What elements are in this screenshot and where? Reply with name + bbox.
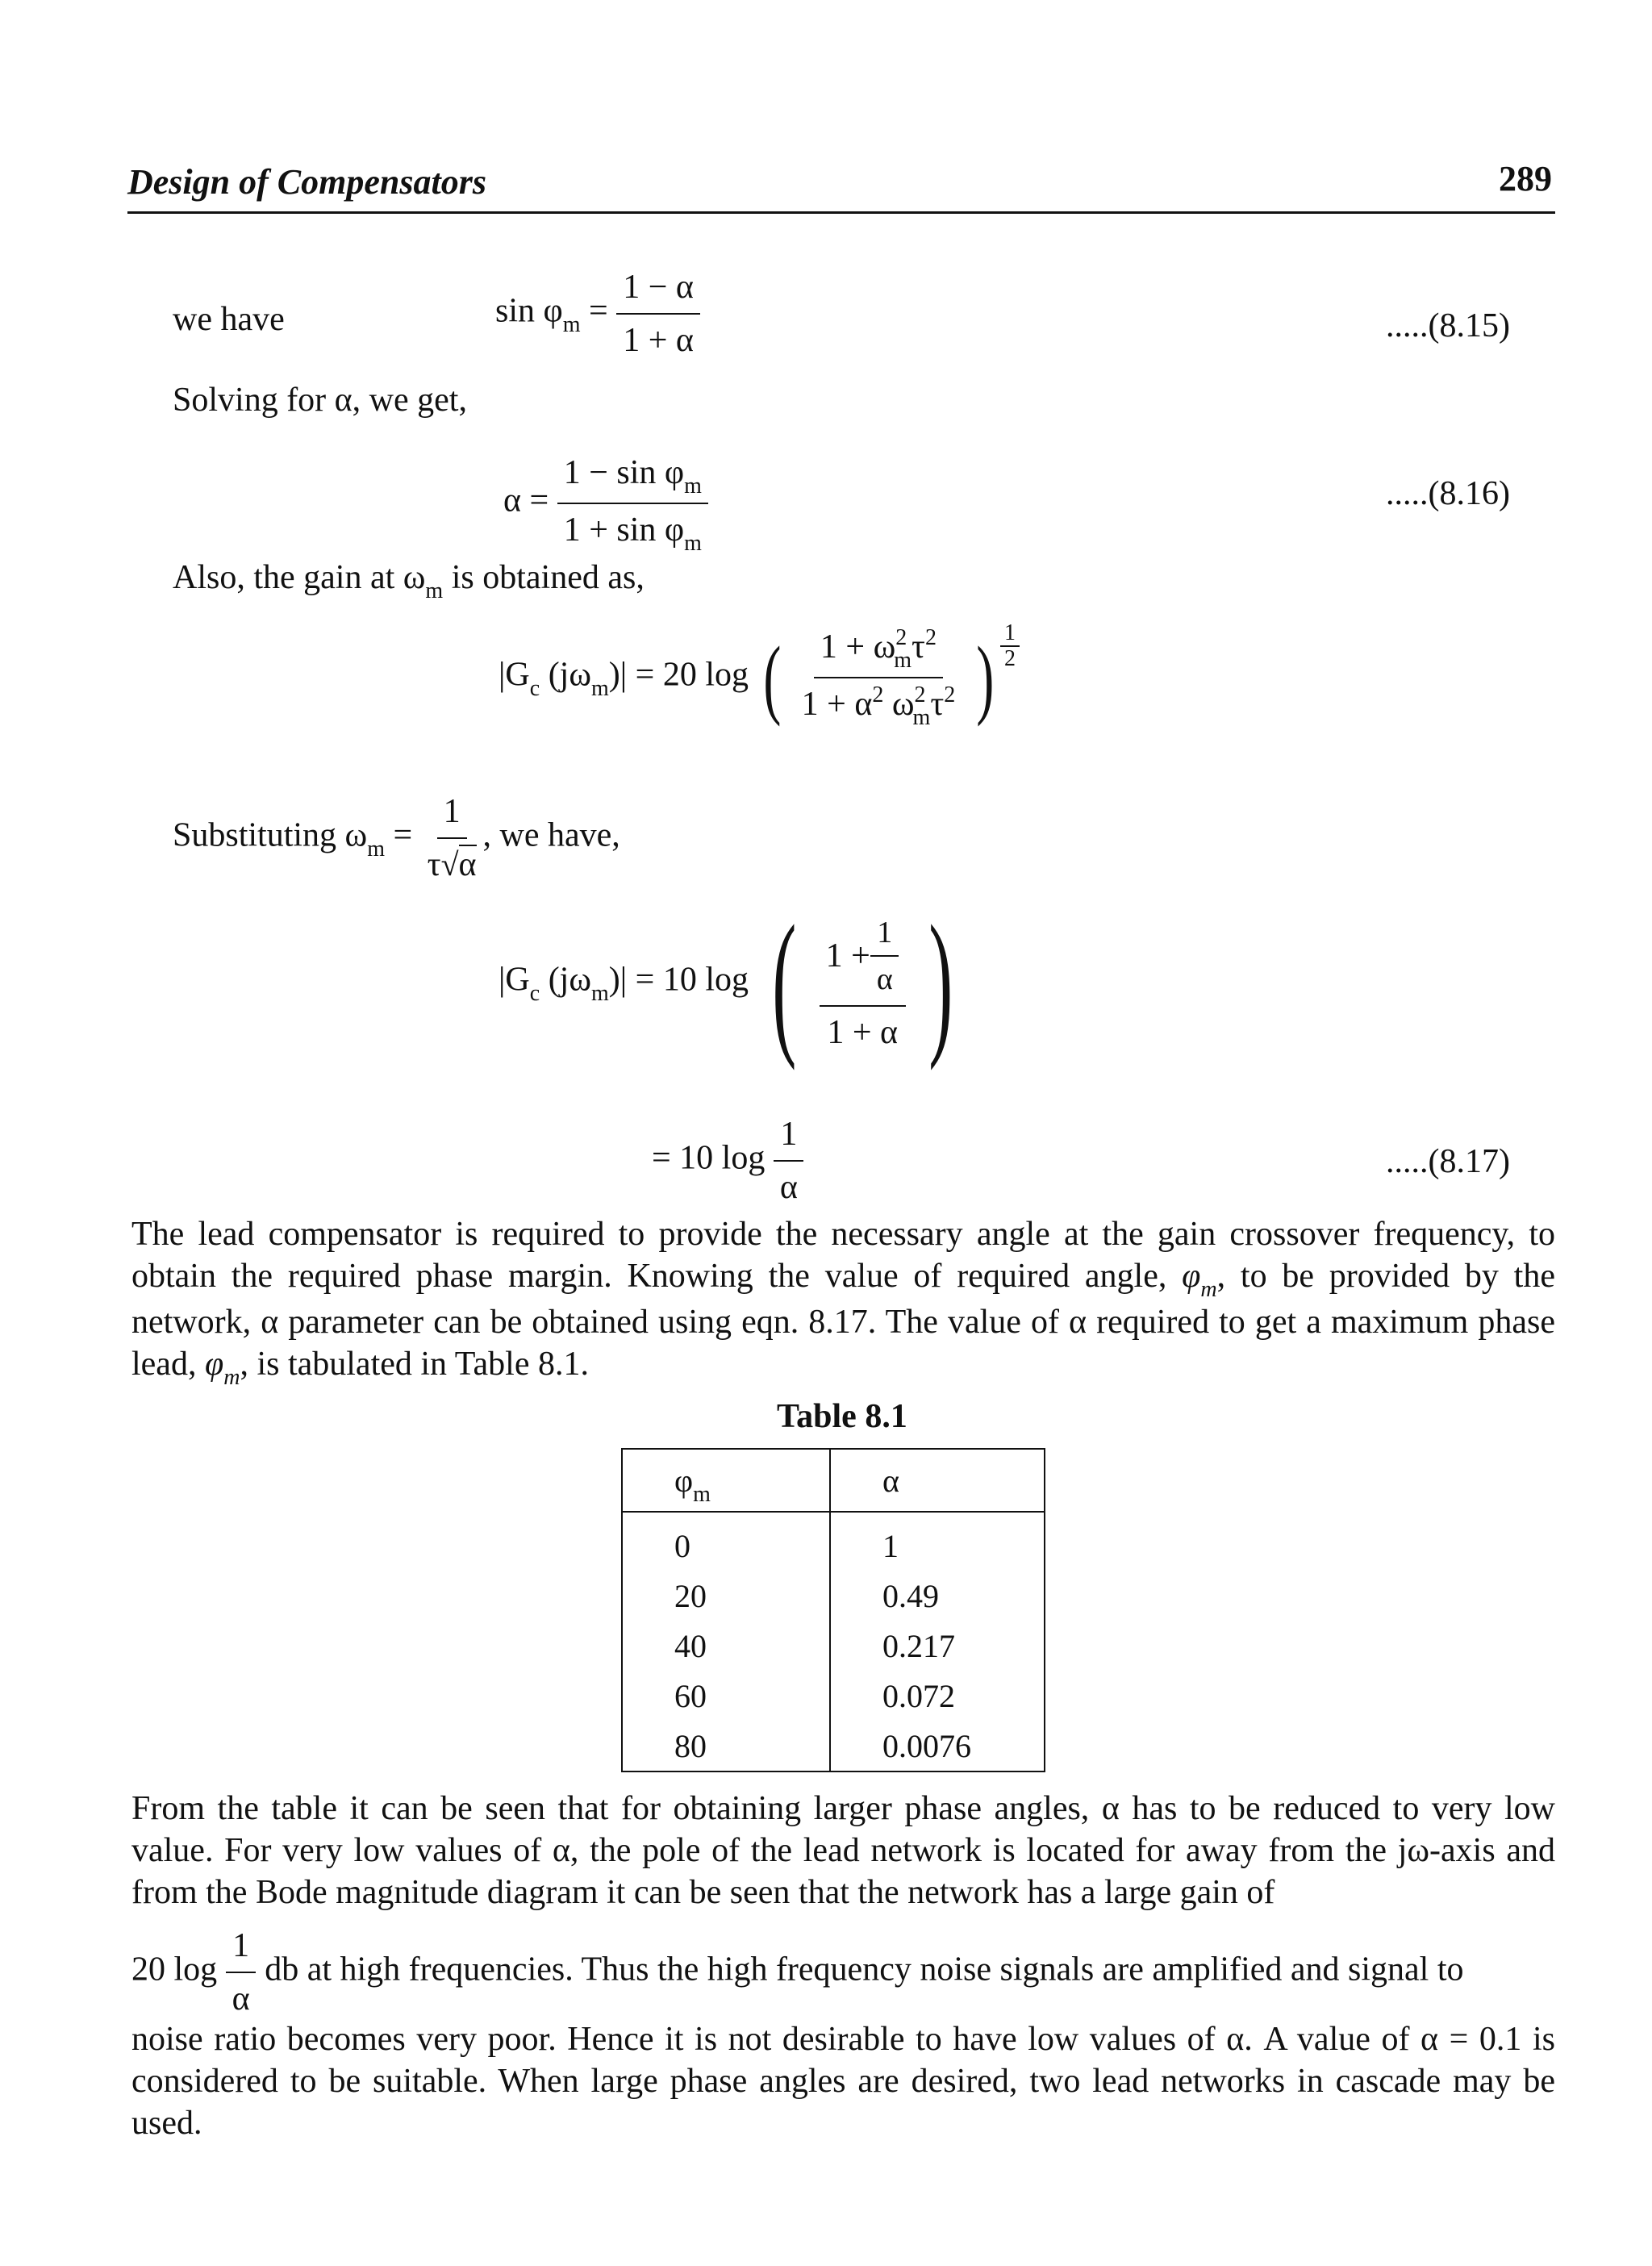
gain-numerator: $1 + \omega^2_m\tau^2$ (814, 626, 943, 678)
table-row (622, 1571, 1045, 1621)
table-row (622, 1621, 1045, 1671)
gain2-fraction: 1 + $\frac{1}{\alpha}$ 1 + α (820, 912, 906, 1054)
eq815-sub-m: m (562, 311, 581, 337)
table-header-phi: $\varphi_m$ (622, 1449, 830, 1512)
eq815-fraction (616, 266, 700, 361)
table-cell-phi: 80 (622, 1721, 830, 1771)
table-cell-alpha: 0.217 (830, 1621, 1045, 1671)
header-rule (127, 211, 1555, 214)
eq815-denominator: 1 + α (623, 322, 694, 359)
eq816-fraction (557, 452, 708, 555)
running-title: Design of Compensators (127, 162, 486, 202)
table-cell-phi: 20 (622, 1571, 830, 1621)
paragraph-2: From the table it can be seen that for obtaining larger phase angles, α has to be reduced to very low value. For very low values of α, the pole of the lead network is located for away from the jω-axis and from the Bode magnitude diagram it can be seen that the network has a large gain of (131, 1790, 1555, 1911)
paragraph-2-continued: noise ratio becomes very poor. Hence it is not desirable to have low values of α. A value of α = 0.1 is considered to be suitable. When large phase angles are desired, two lead networks in cascade may be used. (131, 2021, 1555, 2142)
table-caption: Table 8.1 (777, 1398, 907, 1435)
table-row (622, 1671, 1045, 1721)
eq817-formula: = 10 log $\frac{1}{\alpha}$ (652, 1113, 804, 1208)
gain-close-paren: ) (976, 628, 995, 727)
eq816-lhs: α = (503, 482, 549, 520)
substituting-line: Substituting $\omega_m$ = $\frac{1}{\tau√\alpha}$ , we have, (173, 791, 620, 886)
eq816-number: .....(8.16) (1386, 475, 1510, 512)
table-row (622, 1721, 1045, 1771)
eq817-fraction: $\frac{1}{\alpha}$ (774, 1113, 804, 1208)
eq815-equals: = (589, 292, 608, 330)
gain-fraction (795, 626, 962, 729)
paragraph-2-formula-line: 20 log $\frac{1}{\alpha}$ db at high frequencies. Thus the high frequency noise signals are amplified and signal to (131, 1925, 1464, 2020)
eq815-phi: φ (543, 292, 563, 330)
eq815-formula (495, 266, 700, 361)
eq815-numerator: 1 − α (616, 266, 700, 315)
table-cell-phi: 60 (622, 1671, 830, 1721)
table-8-1 (621, 1448, 1045, 1772)
eq816-numerator: $1 - \sin \varphi_m$ (557, 452, 708, 504)
table-cell-alpha: 1 (830, 1512, 1045, 1571)
gain2-close-paren: ) (928, 893, 953, 1071)
table-cell-phi: 40 (622, 1621, 830, 1671)
gain-equation: $|G_c$ $(j\omega_m)| = 20$ log ( $\frac{1 + \omega^2_m\tau^2}{1 + \alpha^2 \omega^2_m\tau^2}$ ) (499, 625, 995, 730)
paragraph-1: The lead compensator is required to provide the necessary angle at the gain crossover frequency, to obtain the required phase margin. Knowing the value of required angle, $\varphi_m$, to be provided by the network, α parameter can be obtained using eqn. 8.17. The value of α required to get a maximum phase lead, $\varphi_m$, is tabulated in Table 8.1. (131, 1216, 1555, 1390)
gain2-open-paren: ( (771, 893, 796, 1071)
table-cell-alpha: 0.0076 (830, 1721, 1045, 1771)
table-row (622, 1512, 1045, 1571)
gain-exponent: 1 2 (1000, 621, 1020, 671)
table-cell-alpha: 0.49 (830, 1571, 1045, 1621)
gain-open-paren: ( (762, 628, 781, 727)
eq815-lhs: sin (495, 292, 536, 330)
eq817-number: .....(8.17) (1386, 1143, 1510, 1180)
page-number: 289 (1499, 159, 1552, 198)
eq816-denominator: $1 + \sin \varphi_m$ (563, 511, 702, 556)
eq815-lead-in: we have (173, 301, 285, 338)
table-cell-phi: 0 (622, 1512, 830, 1571)
substituting-fraction: $\frac{1}{\tau√\alpha}$ (421, 791, 483, 886)
paragraph-2-fraction: $\frac{1}{\alpha}$ (226, 1925, 257, 2020)
eq815-number: .....(8.15) (1386, 307, 1510, 344)
table-header-alpha: α (830, 1449, 1045, 1512)
gain-denominator: $1 + \alpha^2$ $\omega^2_m\tau^2$ (801, 682, 956, 730)
gain-equation-2: $|G_c$ $(j\omega_m)| = 10$ log ( 1 + $\frac{1}{\alpha}$ 1 + α ) (499, 893, 953, 1071)
gain-text: Also, the gain at $\omega_m$ is obtained as, (173, 559, 645, 603)
solving-text: Solving for α, we get, (173, 382, 467, 419)
eq816-formula (503, 452, 708, 555)
table-cell-alpha: 0.072 (830, 1671, 1045, 1721)
